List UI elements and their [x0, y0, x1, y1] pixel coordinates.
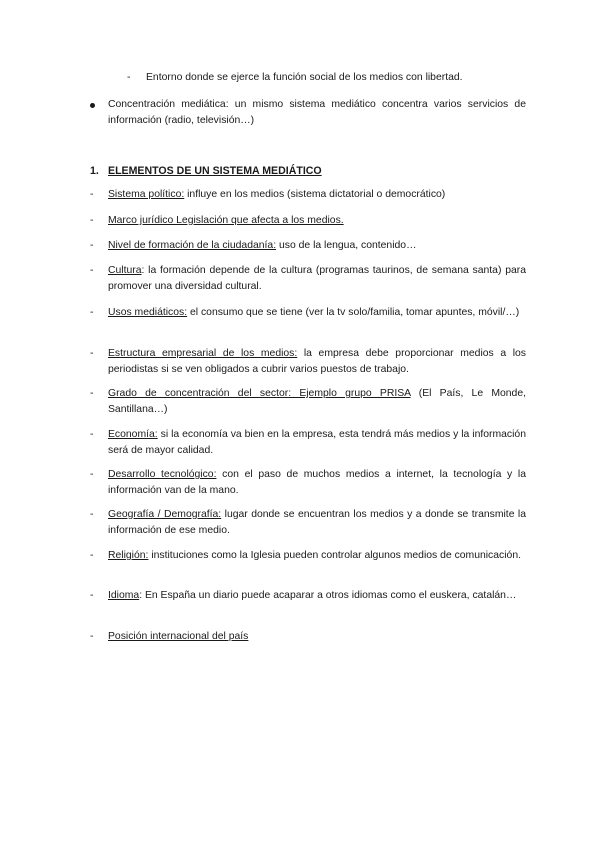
list-item-text	[108, 507, 526, 539]
item-term: Marco jurídico Legislación que afecta a los medios.	[108, 215, 344, 226]
item-term: Idioma	[108, 590, 140, 601]
dash-marker: -	[90, 348, 94, 359]
intro-bullet-text	[108, 97, 526, 129]
dash-marker: -	[90, 265, 94, 276]
item-desc: instituciones como la Iglesia pueden controlar algunos medios de comunicación.	[148, 550, 521, 561]
dash-marker: -	[90, 240, 94, 251]
section-number: 1.	[90, 165, 99, 177]
item-term: Usos mediáticos:	[108, 307, 188, 318]
item-term: Grado de concentración del sector: Ejemplo grupo PRISA	[108, 388, 411, 399]
dash-marker: -	[90, 550, 94, 561]
item-term: Estructura empresarial de los medios:	[108, 348, 298, 359]
dash-marker: -	[90, 307, 94, 318]
item-desc: con el paso de muchos medios a internet, la tecnología y la información van de la mano.	[108, 469, 526, 496]
item-desc: si la economía va bien en la empresa, esta tendrá más medios y la información será de mayor calidad.	[108, 429, 526, 456]
dash-marker: -	[90, 189, 94, 200]
dash-marker: -	[90, 631, 94, 642]
item-term: Religión:	[108, 550, 149, 561]
dash-marker: -	[90, 388, 94, 399]
item-term: Cultura	[108, 265, 142, 276]
list-item-text	[108, 548, 526, 564]
item-term: Posición internacional del país	[108, 631, 249, 642]
dash-marker: -	[90, 509, 94, 520]
dash-marker: -	[90, 215, 94, 226]
item-desc: lugar donde se encuentran los medios y a donde se transmite la información de ese medio.	[108, 509, 527, 536]
section-title: ELEMENTOS DE UN SISTEMA MEDIÁTICO	[108, 165, 322, 177]
item-term: Geografía / Demografía:	[108, 509, 222, 520]
list-item-text	[108, 629, 526, 645]
item-desc: : la formación depende de la cultura (programas taurinos, de semana santa) para promover una diversidad cultural.	[108, 265, 526, 292]
item-desc: el consumo que se tiene (ver la tv solo/familia, tomar apuntes, móvil/…)	[187, 307, 520, 318]
intro-bullet-term: Concentración mediática	[108, 99, 226, 110]
item-desc: : En España un diario puede acaparar a otros idiomas como el euskera, catalán…	[139, 590, 517, 601]
item-desc: la empresa debe proporcionar medios a los periodistas si se ven obligados a cubrir varios puestos de trabajo.	[108, 348, 526, 375]
item-desc: uso de la lengua, contenido…	[276, 240, 417, 251]
dash-marker: -	[127, 72, 131, 83]
list-item-text	[108, 238, 526, 254]
list-item-text	[108, 187, 526, 203]
list-item-text	[108, 213, 526, 229]
dash-marker: -	[90, 429, 94, 440]
dash-marker: -	[90, 469, 94, 480]
intro-bullet-desc: : un mismo sistema mediático concentra varios servicios de información (radio, televisión…)	[108, 99, 526, 126]
list-item-text	[108, 588, 526, 604]
item-desc: (El País, Le Monde, Santillana…)	[108, 388, 527, 415]
list-item-text	[108, 263, 526, 295]
list-item-text	[108, 386, 526, 418]
list-item-text	[108, 427, 526, 459]
list-item-text	[108, 305, 526, 321]
list-item-text	[108, 346, 526, 378]
item-term: Sistema político:	[108, 189, 185, 200]
item-term: Nivel de formación de la ciudadanía:	[108, 240, 277, 251]
item-term: Economía:	[108, 429, 158, 440]
item-desc: influye en los medios (sistema dictatorial o democrático)	[184, 189, 446, 200]
intro-sub-item-text: Entorno donde se ejerce la función social de los medios con libertad.	[146, 72, 463, 83]
list-item-text	[108, 467, 526, 499]
bullet-dot-icon	[90, 103, 95, 108]
dash-marker: -	[90, 590, 94, 601]
item-term: Desarrollo tecnológico:	[108, 469, 217, 480]
